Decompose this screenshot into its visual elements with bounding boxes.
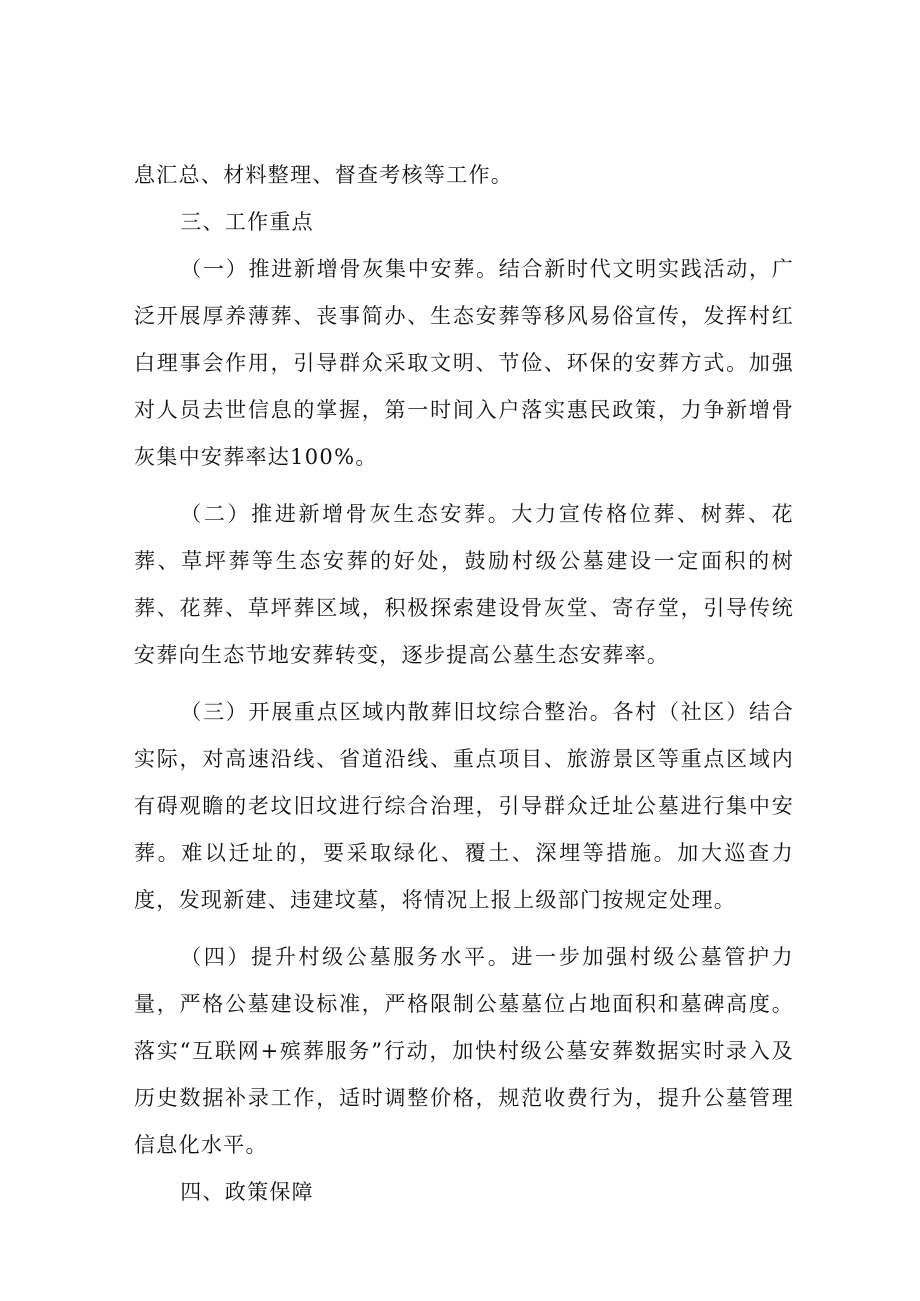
continuation-text: 息汇总、材料整理、督查考核等工作。 xyxy=(134,163,514,187)
section-heading-work-focus: 三、工作重点 xyxy=(180,210,314,234)
paragraph-spacer xyxy=(134,679,794,689)
paragraph-ash-burial: （一）推进新增骨灰集中安葬。结合新时代文明实践活动，广泛开展厚养薄葬、丧事简办、生态安葬等移风易俗宣传，发挥村红白理事会作用，引导群众采取文明、节俭、环保的安葬方式。加强对人员去世信息的掌握，第一时间入户落实惠民政策，力争新增骨灰集中安葬率达100%。 xyxy=(134,257,794,469)
paragraph-cemetery-service: （四）提升村级公墓服务水平。进一步加强村级公墓管护力量，严格公墓建设标准，严格限制公墓墓位占地面积和墓碑高度。落实“互联网+殡葬服务”行动，加快村级公墓安葬数据实时录入及历史数据补录工作，适时调整价格，规范收费行为，提升公墓管理信息化水平。 xyxy=(134,945,794,1157)
document-body xyxy=(134,152,794,1216)
paragraph-spacer xyxy=(134,481,794,491)
paragraph-spacer xyxy=(134,924,794,934)
section-heading-policy-guarantee: 四、政策保障 xyxy=(180,1180,314,1204)
paragraph-eco-burial: （二）推进新增骨灰生态安葬。大力宣传格位葬、树葬、花葬、草坪葬等生态安葬的好处，鼓励村级公墓建设一定面积的树葬、花葬、草坪葬区域，积极探索建设骨灰堂、寄存堂，引导传统安葬向生态节地安葬转变，逐步提高公墓生态安葬率。 xyxy=(134,502,794,667)
paragraph-grave-rectification: （三）开展重点区域内散葬旧坟综合整治。各村（社区）结合实际，对高速沿线、省道沿线、重点项目、旅游景区等重点区域内有碍观瞻的老坟旧坟进行综合治理，引导群众迁址公墓进行集中安葬。难以迁址的，要采取绿化、覆土、深埋等措施。加大巡查力度，发现新建、违建坟墓，将情况上报上级部门按规定处理。 xyxy=(134,700,794,912)
